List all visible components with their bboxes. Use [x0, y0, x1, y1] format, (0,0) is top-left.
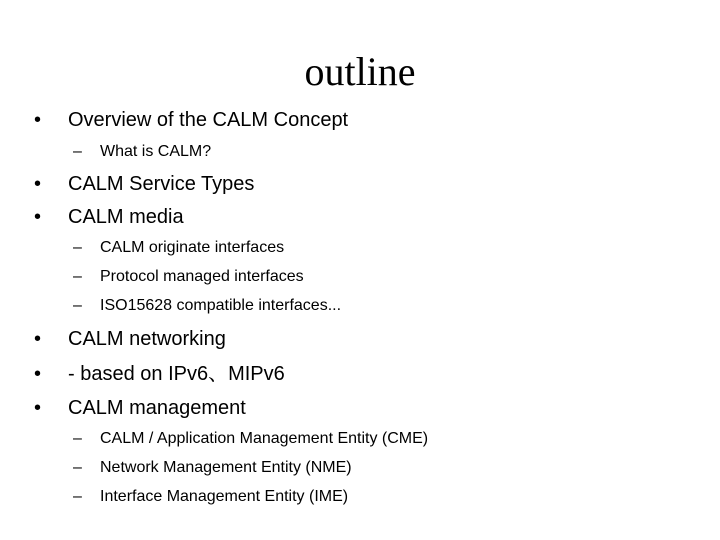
sub-bullet-text: What is CALM? [100, 143, 212, 160]
sub-bullet-text: Network Management Entity (NME) [100, 459, 352, 476]
dash-marker: – [73, 239, 82, 256]
dash-marker: – [73, 268, 82, 285]
bullet-marker: • [34, 109, 42, 131]
sub-bullet-text: ISO15628 compatible interfaces... [100, 297, 342, 314]
sub-bullet-text: Protocol managed interfaces [100, 268, 304, 285]
dash-marker: – [73, 143, 82, 160]
bullet-text: CALM networking [68, 328, 226, 350]
dash-marker: – [73, 430, 82, 447]
dash-marker: – [73, 297, 82, 314]
bullet-marker: • [34, 173, 42, 195]
bullet-text: - based on IPv6、MIPv6 [68, 363, 285, 385]
bullet-text: CALM media [68, 206, 184, 228]
sub-bullet-text: Interface Management Entity (IME) [100, 488, 349, 505]
bullet-text: CALM management [68, 397, 246, 419]
bullet-marker: • [34, 206, 42, 228]
bullet-text: Overview of the CALM Concept [68, 109, 349, 131]
sub-bullet-text: CALM originate interfaces [100, 239, 285, 256]
bullet-marker: • [34, 363, 42, 385]
dash-marker: – [73, 488, 82, 505]
slide-title: outline [304, 49, 416, 94]
bullet-marker: • [34, 397, 42, 419]
bullet-marker: • [34, 328, 42, 350]
sub-bullet-text: CALM / Application Management Entity (CME) [100, 430, 429, 447]
dash-marker: – [73, 459, 82, 476]
bullet-text: CALM Service Types [68, 173, 255, 195]
